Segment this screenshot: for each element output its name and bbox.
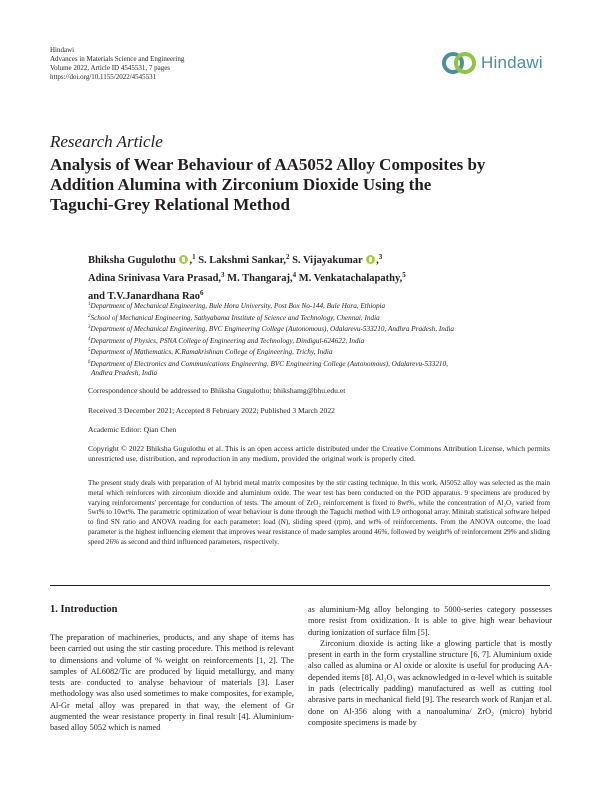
body-column-right [308,604,552,728]
correspondence-line: Correspondence should be addressed to Bhiksha Gugulothu; bhikshamg@bhu.edu.et [88,386,346,395]
affiliation-item: $^6$Department of Electronics and Communications Engineering, BVC Engineering College (Autonomous), Odalarevu-533210, [88,359,448,368]
orcid-icon[interactable] [179,255,188,264]
volume-info: Volume 2022, Article ID 4545531, 7 pages [50,64,171,72]
author-name: M. Thangaraj, [227,273,293,284]
section-divider [50,585,550,586]
academic-editor: Academic Editor: Qian Chen [88,425,177,434]
author-name: M. Venkatachalapathy, [298,273,403,284]
title-line: Taguchi-Grey Relational Method [50,195,290,214]
body-paragraph: Zirconium dioxide is acting like a glowing particle that is mostly present in earth in the form crystalline structure [6, 7]. Aluminium oxide also called as alumina or Al oxide or aloxite is useful for producing AA-depended items [8]. Al₂O₃ was acknowledged in α-level which is suitable in pads (electrically padding) manufactured as well as cutting tool abrasive parts in mechanical field [9]. The research work of Ranjan et al. done on Al-356 along with a nanoalumina/ ZrO₂ (micro) hybrid composite specimens is made by [308,638,552,727]
author-name: S. Lakshmi Sankar, [198,255,286,266]
title-line: Analysis of Wear Behaviour of AA5052 Alloy Composites by [50,155,486,174]
body-column-left [50,632,294,734]
author-affiliation-marker: 3 [378,253,383,261]
publisher-name: Hindawi [50,46,75,54]
author-name: and T.V.Janardhana Rao [88,291,201,302]
author-name: Bhiksha Gugulothu [88,255,176,266]
author-affiliation-marker: 6 [200,289,204,297]
author-affiliation-marker: 2 [285,253,290,261]
doi-link[interactable]: https://doi.org/10.1155/2022/4545531 [50,73,157,81]
author-affiliation-marker: 5 [402,271,406,279]
author-name: Adina Srinivasa Vara Prasad, [88,273,222,284]
affiliation-list [88,300,454,379]
section-heading: 1. Introduction [50,604,118,615]
body-paragraph: The preparation of machineries, products, and any shape of items has been carried out using the stir casting procedure. This method is relevant to dimensions and volume of % weight on reinforcements [1, 2]. The samples of AL6082/Tic are produced by liquid metallurgy, and many tests are conducted to analyse behaviour of materials [3]. Laser methodology was also used sometimes to make composites, for example, Al-Gr metal alloy was prepared in that way, the element of Gr augmented the wear resistance property in final result [4]. Aluminium-based alloy 5052 which is named [50,633,294,733]
affiliation-item: Andhra Pradesh, India [91,369,158,377]
hindawi-logo-icon [441,50,477,76]
author-affiliation-marker: 3 [221,271,225,279]
affiliation-item: $^5$Department of Mathematics, K.Ramakrishnan College of Engineering, Trichy, India [88,348,333,356]
author-affiliation-marker: 1 [192,253,196,261]
author-affiliation-marker: 4 [292,271,297,279]
title-line: Addition Alumina with Zirconium Dioxide Using the [50,175,432,194]
affiliation-item: $^1$Department of Mechanical Engineering, Bule Hora University, Post Box No-144, Bule Hora, Ethiopia [88,302,386,310]
body-paragraph: as aluminium-Mg alloy belonging to 5000-series category possesses more resist from oxidization. It is able to give high wear behaviour during ionization of surface film [5]. [308,605,552,637]
affiliation-item: $^3$Department of Mechanical Engineering, BVC Engineering College (Autonomous), Odalarevu-533210, Andhra Pradesh, India [88,325,455,333]
journal-header [50,46,184,82]
author-name: S. Vijayakumar [292,255,363,266]
publication-dates: Received 3 December 2021; Accepted 8 February 2022; Published 3 March 2022 [88,406,335,415]
affiliation-item: $^2$School of Mechanical Engineering, Sathyabama Institute of Science and Technology, Chennai, India [88,313,380,322]
article-type: Research Article [50,132,163,151]
copyright-notice: Copyright © 2022 Bhiksha Gugulothu et al. This is an open access article distributed under the Creative Commons Attribution License, which permits unrestricted use, distribution, and reproduction in any medium, provided the original work is properly cited. [88,444,550,463]
logo-wordmark: Hindawi [481,53,543,72]
hindawi-logo [441,50,543,76]
abstract: The present study deals with preparation of Al hybrid metal matrix composites by the stir casting technique. In this work, Al5052 alloy was selected as the main metal which reinforces with zirconium dioxide and aluminium oxide. The wear test has been conducted on the POD apparatus. 9 specimens are produced by varying reinforcements' percentage for conduction of tests. The amount of ZrO₂ reinforcement is fixed to 8wt%, while the concentration of Al₂O₃ varied from 5wt% to 10wt%. The parametric optimization of wear behaviour is done through the Taguchi method with L9 orthogonal array. Minitab statistical software helped to find SN ratio and ANOVA reading for each parameter: load (N), sliding speed (rpm), and wt% of reinforcements. From the ANOVA outcome, the load parameter is the highest influencing element that improves wear resistance of made samples around 46%, followed by weight% of reinforcement 29% and sliding speed 26% as second and third influenced parameters, respectively. [88,479,550,546]
affiliation-item: $^4$Department of Physics, PSNA College of Engineering and Technology, Dindigul-624622, India [88,336,365,345]
orcid-icon[interactable] [366,255,375,264]
journal-name: Advances in Materials Science and Engineering [50,55,185,63]
paper-title [50,155,560,215]
author-list: Bhiksha Gugulothu ,$^1$ S. Lakshmi Sankar,$^2$ S. Vijayakumar ,$^3$ Adina Srinivasa Vara Prasad,$^3$ M. Thangaraj,$^4$ M. Venkatachalapathy,$^5$ and T.V.Janardhana Rao$^6$ [88,253,406,302]
